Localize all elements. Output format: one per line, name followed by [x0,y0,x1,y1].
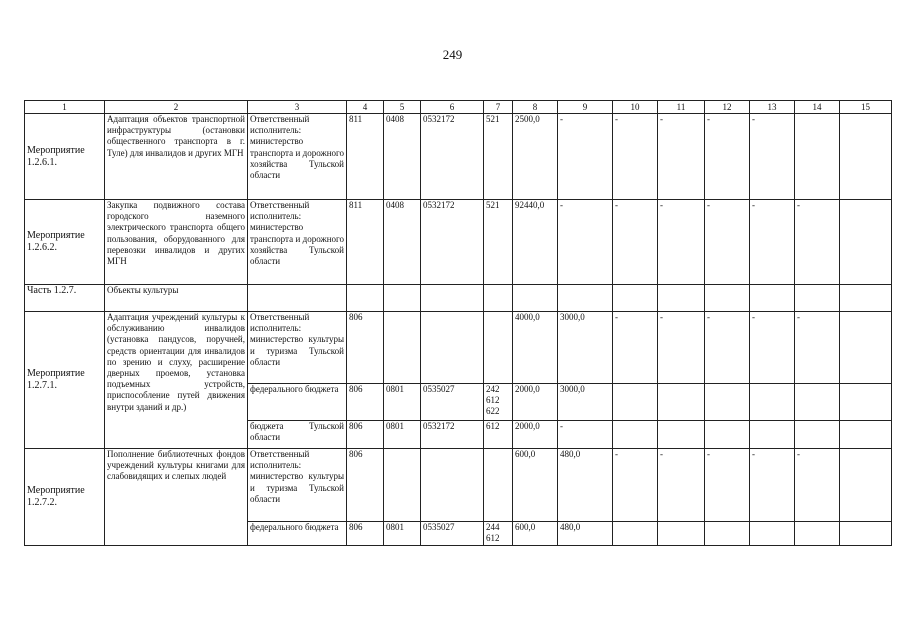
cell-col5: 0801 [384,384,421,421]
header-cell: 6 [421,101,484,114]
header-cell: 7 [484,101,513,114]
table-row [25,449,892,522]
header-cell: 4 [347,101,384,114]
cell-col9: - [558,421,613,449]
cell-col6: 0532172 [421,421,484,449]
cell-col5: 0408 [384,200,421,285]
cell-col4: 811 [347,114,384,200]
header-cell: 14 [795,101,840,114]
row-label: Мероприятие 1.2.7.2. [25,449,105,546]
cell-col4: 806 [347,522,384,546]
cell-col14: - [795,200,840,285]
cell-col6: 0535027 [421,522,484,546]
cell-col5 [384,312,421,384]
cell-col9: 3000,0 [558,312,613,384]
cell-col10: - [613,114,658,200]
header-cell: 1 [25,101,105,114]
cell-col8: 4000,0 [513,312,558,384]
section-label: Часть 1.2.7. [25,285,105,312]
cell-col7: 612 [484,421,513,449]
cell-col13: - [750,312,795,384]
cell-col9: 3000,0 [558,384,613,421]
cell-col11: - [658,312,705,384]
row-executor: Ответственный исполнитель: министерство культуры и туризма Тульской области [248,449,347,522]
header-cell: 2 [105,101,248,114]
row-label: Мероприятие 1.2.6.1. [25,114,105,200]
cell-col6: 0535027 [421,384,484,421]
cell-col7 [484,312,513,384]
kvr-code: 242 [486,384,500,394]
cell-col14: - [795,312,840,384]
cell-col15 [840,312,892,384]
row-executor: Ответственный исполнитель: министерство культуры и туризма Тульской области [248,312,347,384]
table-row [25,200,892,285]
cell-col7: 521 [484,114,513,200]
cell-col15 [840,449,892,522]
page-number: 249 [442,47,463,62]
header-cell: 11 [658,101,705,114]
row-description: Пополнение библиотечных фондов учреждений культуры книгами для слабовидящих и слепых людей [105,449,248,546]
row-executor: федерального бюджета [248,522,347,546]
header-cell: 15 [840,101,892,114]
cell-col12: - [705,449,750,522]
cell-col11: - [658,449,705,522]
cell-col15 [840,200,892,285]
cell-col13: - [750,200,795,285]
cell-col9: - [558,200,613,285]
cell-col10: - [613,200,658,285]
row-executor: Ответственный исполнитель: министерство транспорта и дорожного хозяйства Тульской области [248,200,347,285]
row-executor: Ответственный исполнитель: министерство транспорта и дорожного хозяйства Тульской области [248,114,347,200]
cell-col10: - [613,312,658,384]
cell-col7: 521 [484,200,513,285]
cell-col7 [484,449,513,522]
cell-col12: - [705,200,750,285]
cell-col4: 806 [347,384,384,421]
cell-col5: 0408 [384,114,421,200]
program-table [24,100,892,546]
header-cell: 8 [513,101,558,114]
header-cell: 5 [384,101,421,114]
cell-col6: 0532172 [421,200,484,285]
kvr-code: 622 [486,406,500,417]
cell-col13: - [750,449,795,522]
cell-col11: - [658,114,705,200]
row-description: Закупка подвижного состава городского наземного электрического транспорта общего пользования, оборудованного для перевозки инвалидов и других МГН [105,200,248,285]
row-label: Мероприятие 1.2.7.1. [25,312,105,449]
header-cell: 9 [558,101,613,114]
cell-col4: 806 [347,312,384,384]
cell-col9: - [558,114,613,200]
cell-col5 [384,449,421,522]
header-cell: 13 [750,101,795,114]
row-executor: федерального бюджета [248,384,347,421]
cell-col8: 2000,0 [513,384,558,421]
kvr-code: 244 [486,522,500,532]
cell-col11: - [658,200,705,285]
cell-col7 [484,384,513,421]
cell-col5: 0801 [384,421,421,449]
cell-col9: 480,0 [558,522,613,546]
cell-col6: 0532172 [421,114,484,200]
table-row [25,312,892,384]
cell-col15 [840,114,892,200]
cell-col8: 600,0 [513,449,558,522]
cell-col8: 92440,0 [513,200,558,285]
header-cell: 12 [705,101,750,114]
cell-col14 [795,114,840,200]
row-label: Мероприятие 1.2.6.2. [25,200,105,285]
cell-col4: 811 [347,200,384,285]
cell-col12: - [705,312,750,384]
cell-col8: 2000,0 [513,421,558,449]
cell-col4: 806 [347,449,384,522]
header-row [25,101,892,114]
row-executor: бюджета Тульской области [248,421,347,449]
row-description: Адаптация объектов транспортной инфраструктуры (остановки общественного транспорта в г. Туле) для инвалидов и других МГН [105,114,248,200]
header-cell: 10 [613,101,658,114]
row-description: Адаптация учреждений культуры к обслуживанию инвалидов (установка пандусов, поручней, средств ориентации для инвалидов по зрению и слуху, расширение дверных проемов, установка подъемных устройств, приспособление путей движения внутри зданий и др.) [105,312,248,449]
cell-col7 [484,522,513,546]
kvr-code: 612 [486,395,500,406]
cell-col14: - [795,449,840,522]
cell-col8: 2500,0 [513,114,558,200]
section-title: Объекты культуры [105,285,248,312]
cell-col6 [421,449,484,522]
cell-col4: 806 [347,421,384,449]
cell-col13: - [750,114,795,200]
table-row [25,285,892,312]
cell-col8: 600,0 [513,522,558,546]
cell-col10: - [613,449,658,522]
cell-col9: 480,0 [558,449,613,522]
table-row [25,114,892,200]
header-cell: 3 [248,101,347,114]
cell-col5: 0801 [384,522,421,546]
kvr-code: 612 [486,533,500,544]
cell-col12: - [705,114,750,200]
cell-col6 [421,312,484,384]
